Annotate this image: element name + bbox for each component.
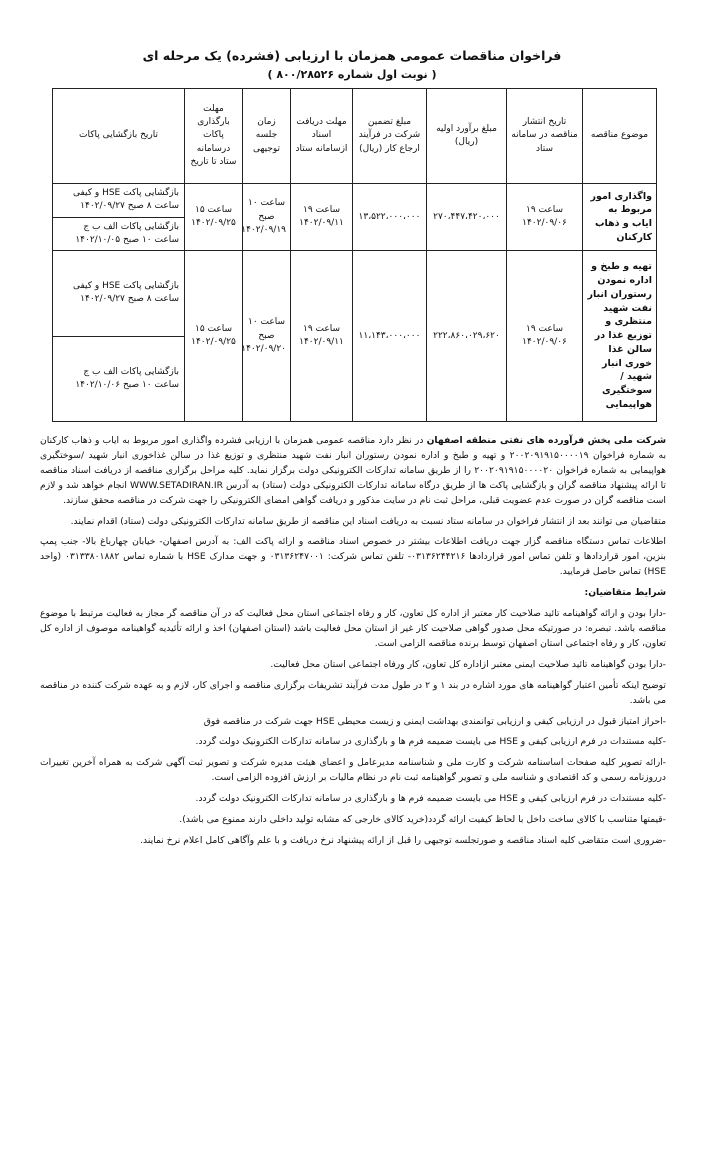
row-publish: ساعت ۱۹ ۱۴۰۲/۰۹/۰۶	[507, 184, 583, 251]
header-opening: تاریخ بازگشایی پاکات	[53, 89, 185, 184]
notice-body	[40, 434, 666, 855]
condition-item: -ضروری است متقاضی کلیه اسناد مناقصه و صورتجلسه توجیهی را قبل از ارائه پیشنهاد نرخ دریافت و با علم وآگاهی کامل اعلام نرخ نمایند.	[140, 834, 666, 846]
row-estimate: ۲۲۲،۸۶۰،۰۲۹،۶۲۰	[427, 251, 507, 422]
header-briefing: زمان جلسه توجیهی	[243, 89, 291, 184]
condition-item: -قیمتها متناسب با کالای ساخت داخل با لحاظ کیفیت ارائه گردد(خرید کالای خارجی که مشابه تولید داخلی دارند ممنوع می باشد).	[179, 814, 666, 826]
row-upload-deadline: ساعت ۱۵ ۱۴۰۲/۰۹/۲۵	[185, 251, 243, 422]
condition-item: -کلیه مستندات در فرم ارزیابی کیفی و HSE می بایست ضمیمه فرم ها و بارگذاری در سامانه تدارکات الکترونیک دولت گردد.	[195, 793, 666, 805]
table-row	[53, 251, 657, 336]
header-guarantee: مبلغ تضمین شرکت در فرآیند ارجاع کار (ریال)	[353, 89, 427, 184]
row-doc-deadline: ساعت ۱۹ ۱۴۰۲/۰۹/۱۱	[291, 251, 353, 422]
notice-title: فراخوان مناقصات عمومی همزمان با ارزیابی (فشرده) یک مرحله ای	[142, 48, 562, 63]
notice-number: ( نوبت اول شماره ۸۰۰/۲۸۵۲۶ )	[267, 68, 437, 81]
header-upload-deadline: مهلت بارگذاری پاکات درسامانه ستاد تا تاریخ	[185, 89, 243, 184]
condition-item: -دارا بودن گواهینامه تائید صلاحیت ایمنی معتبر ازاداره کل تعاون، کار ورفاه اجتماعی استان محل فعالیت.	[270, 658, 666, 670]
condition-item: -احراز امتیاز قبول در ارزیابی کیفی و ارزیابی توانمندی بهداشت ایمنی و زیست محیطی HSE جهت شرکت در مناقصه فوق	[203, 715, 666, 727]
row-doc-deadline: ساعت ۱۹ ۱۴۰۲/۰۹/۱۱	[291, 184, 353, 251]
row-opening-abc: بازگشایی پاکات الف ب ج ساعت ۱۰ صبح ۱۴۰۲/۱۰/۰۶	[53, 336, 185, 422]
row-briefing: ساعت ۱۰ صبح ۱۴۰۲/۰۹/۲۰	[243, 251, 291, 422]
row-opening-hse: بازگشایی پاکت HSE و کیفی ساعت ۸ صبح ۱۴۰۲/۰۹/۲۷	[53, 251, 185, 336]
conditions-title: شرایط متقاضیان:	[584, 587, 666, 599]
header-estimate: مبلغ برآورد اولیه (ریال)	[427, 89, 507, 184]
header-publish-date: تاریخ انتشار مناقصه در سامانه ستاد	[507, 89, 583, 184]
company-name: شرکت ملی پخش فرآورده های نفتی منطقه اصفهان	[426, 435, 667, 446]
tender-table	[52, 88, 657, 422]
condition-item: -ارائه تصویر کلیه صفحات اساسنامه شرکت و کارت ملی و شناسنامه مدیرعامل و اعضای هیئت مدیره شرکت و تصویر ثبت آگهی شرکت به همراه آخرین تغییرات درروزنامه رسمی و کد اقتصادی و شناسه ملی و تصویر گواهینامه ثبت نام در نظام مالیات بر ارزش افزوده الزامی است.	[40, 757, 666, 784]
paragraph-contact: اطلاعات تماس دستگاه مناقصه گزار جهت دریافت اطلاعات بیشتر در خصوص اسناد مناقصه و ارائه پاکت الف: به آدرس اصفهان- خیابان چهارباغ بالا- جنب پمپ بنزین، امور قراردادها و تلفن تماس امور قراردادها ۰۳۱۳۶۲۴۴۲۱۶- تلفن تماس شرکت: ۰۳۱۳۶۲۴۷۰۰۱ و جهت مدارک HSE با شماره تماس ۰۳۱۳۳۸۰۱۸۸۲ (واحد HSE) تماس حاصل فرمایید.	[40, 536, 666, 578]
header-doc-deadline: مهلت دریافت اسناد ازسامانه ستاد	[291, 89, 353, 184]
intro-paragraph	[40, 434, 666, 509]
table-row	[53, 184, 657, 218]
condition-item: -دارا بودن و ارائه گواهینامه تائید صلاحیت کار معتبر از اداره کل تعاون، کار و رفاه اجتماعی استان محل فعالیت که در آن مناقصه گر مجاز به فعالیت مرتبط با موضوع مناقصه باشد. تبصره: در صورتیکه محل صدور گواهی صلاحیت کار غیر از استان محل فعالیت باشد (استان اصفهان) اخذ و ارائه تأئیدیه گواهینامه موصوف از اداره کل تعاون، کار و رفاه اجتماعی استان اصفهان توسط برنده مناقصه الزامی است.	[40, 608, 666, 649]
intro-text: در نظر دارد مناقصه عمومی همزمان با ارزیابی فشرده واگذاری امور مربوط به ایاب و ذهاب کارکنان به شماره فراخوان ۲۰۰۲۰۹۱۹۱۵۰۰۰۰۱۹ و تهیه و طبخ و اداره نمودن رستوران انبار نفت شهید منتظری و توزیع غذا در سالن غذاخوری انبار شهید /سوختگیری هواپیمایی به شماره فراخوان ۲۰۰۲۰۹۱۹۱۵۰۰۰۰۲۰ را از طریق سامانه تدارکات الکترونیکی دولت برگزار نماید. کلیه مراحل برگزاری مناقصه از دریافت اسناد مناقصه تا ارائه پیشنهاد مناقصه گران و بازگشایی پاکت ها از طریق درگاه سامانه تدارکات الکترونیکی دولت (ستاد) به آدرس WWW.SETADIRAN.IR انجام خواهد شد و لازم است مناقصه گران در صورت عدم عضویت قبلی، مراحل ثبت نام در سایت مذکور و دریافت گواهی امضای الکترونیکی را جهت شرکت در مناقصه محقق سازند.	[40, 435, 667, 506]
table-header-row	[53, 89, 657, 184]
row-subject: واگذاری امور مربوط به ایاب و ذهاب کارکنان	[583, 184, 657, 251]
row-subject: تهیه و طبخ و اداره نمودن رستوران انبار نفت شهید منتظری و توزیع غذا در سالن غذا خوری انبار شهید / سوختگیری هواپیمایی	[583, 251, 657, 422]
condition-item: توضیح اینکه تأمین اعتبار گواهینامه های مورد اشاره در بند ۱ و ۲ در طول مدت فرآیند تشریفات برگزاری مناقصه و اجرای کار، لازم و به عهده شرکت کننده در مناقصه می باشد.	[40, 679, 666, 706]
row-estimate: ۲۷۰،۴۴۷،۴۲۰،۰۰۰	[427, 184, 507, 251]
row-briefing: ساعت ۱۰ صبح ۱۴۰۲/۰۹/۱۹	[243, 184, 291, 251]
paragraph-documents: متقاضیان می توانند بعد از انتشار فراخوان در سامانه ستاد نسبت به دریافت اسناد این مناقصه از طریق سامانه تدارکات الکترونیکی دولت (ستاد) اقدام نمایند.	[70, 515, 666, 527]
row-upload-deadline: ساعت ۱۵ ۱۴۰۲/۰۹/۲۵	[185, 184, 243, 251]
header-subject: موضوع مناقصه	[583, 89, 657, 184]
row-opening-hse: بازگشایی پاکت HSE و کیفی ساعت ۸ صبح ۱۴۰۲/۰۹/۲۷	[53, 184, 185, 218]
row-guarantee: ۱۳،۵۲۲،۰۰۰،۰۰۰	[353, 184, 427, 251]
condition-item: -کلیه مستندات در فرم ارزیابی کیفی و HSE می بایست ضمیمه فرم ها و بارگذاری در سامانه تدارکات الکترونیک دولت گردد.	[195, 736, 666, 748]
row-guarantee: ۱۱،۱۴۳،۰۰۰،۰۰۰	[353, 251, 427, 422]
row-opening-abc: بازگشایی پاکات الف ب ج ساعت ۱۰ صبح ۱۴۰۲/۱۰/۰۵	[53, 217, 185, 251]
row-publish: ساعت ۱۹ ۱۴۰۲/۰۹/۰۶	[507, 251, 583, 422]
